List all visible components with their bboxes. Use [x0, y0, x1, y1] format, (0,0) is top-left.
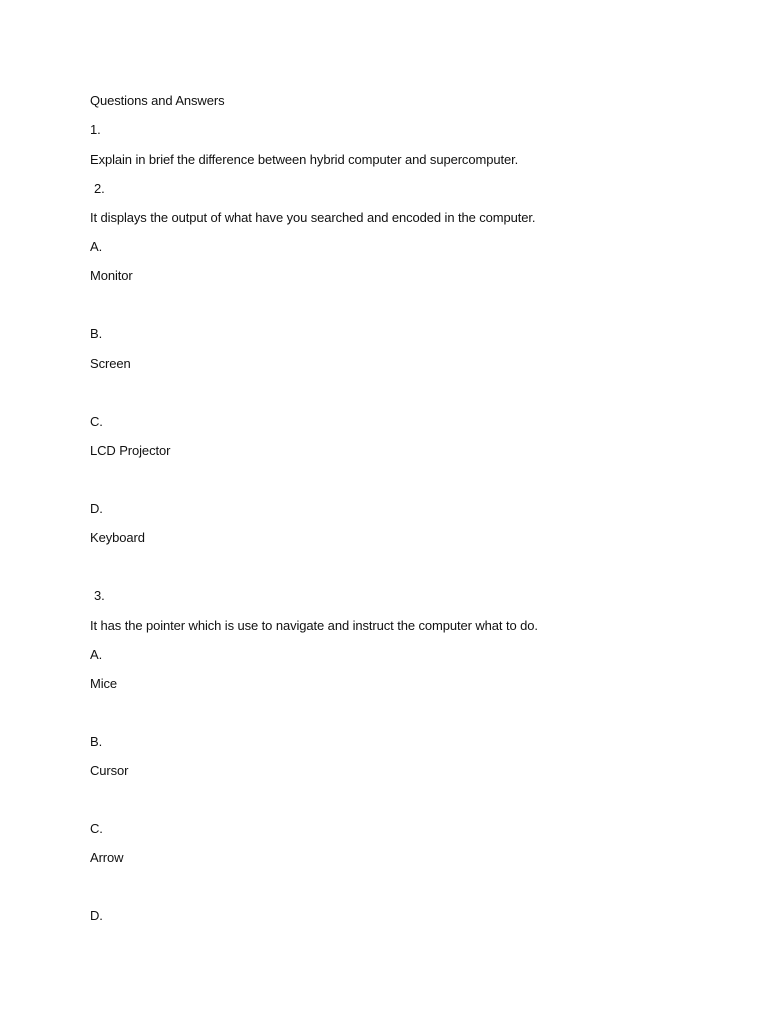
question-2-option-c-letter: C.	[90, 414, 103, 429]
question-1-text: Explain in brief the difference between hybrid computer and supercomputer.	[90, 152, 519, 167]
question-2-option-c-text: LCD Projector	[90, 443, 171, 458]
question-2-number: 2.	[94, 181, 105, 196]
question-3-option-c-text: Arrow	[90, 850, 124, 865]
question-3-number: 3.	[94, 588, 105, 603]
question-2-option-a-letter: A.	[90, 239, 103, 254]
question-2-option-d-letter: D.	[90, 501, 103, 516]
question-3-option-a-text: Mice	[90, 676, 118, 691]
question-3-option-c-letter: C.	[90, 821, 103, 836]
question-2-text: It displays the output of what have you searched and encoded in the computer.	[90, 210, 536, 225]
question-2-option-b-text: Screen	[90, 356, 131, 371]
question-1-number: 1.	[90, 122, 101, 137]
question-2-option-d-text: Keyboard	[90, 530, 145, 545]
question-3-option-b-letter: B.	[90, 734, 103, 749]
question-3-text: It has the pointer which is use to navigate and instruct the computer what to do.	[90, 618, 538, 633]
question-3-option-d-letter: D.	[90, 908, 103, 923]
document-heading: Questions and Answers	[90, 93, 225, 108]
question-2-option-b-letter: B.	[90, 326, 103, 341]
question-3-option-b-text: Cursor	[90, 763, 129, 778]
question-2-option-a-text: Monitor	[90, 268, 133, 283]
question-3-option-a-letter: A.	[90, 647, 103, 662]
